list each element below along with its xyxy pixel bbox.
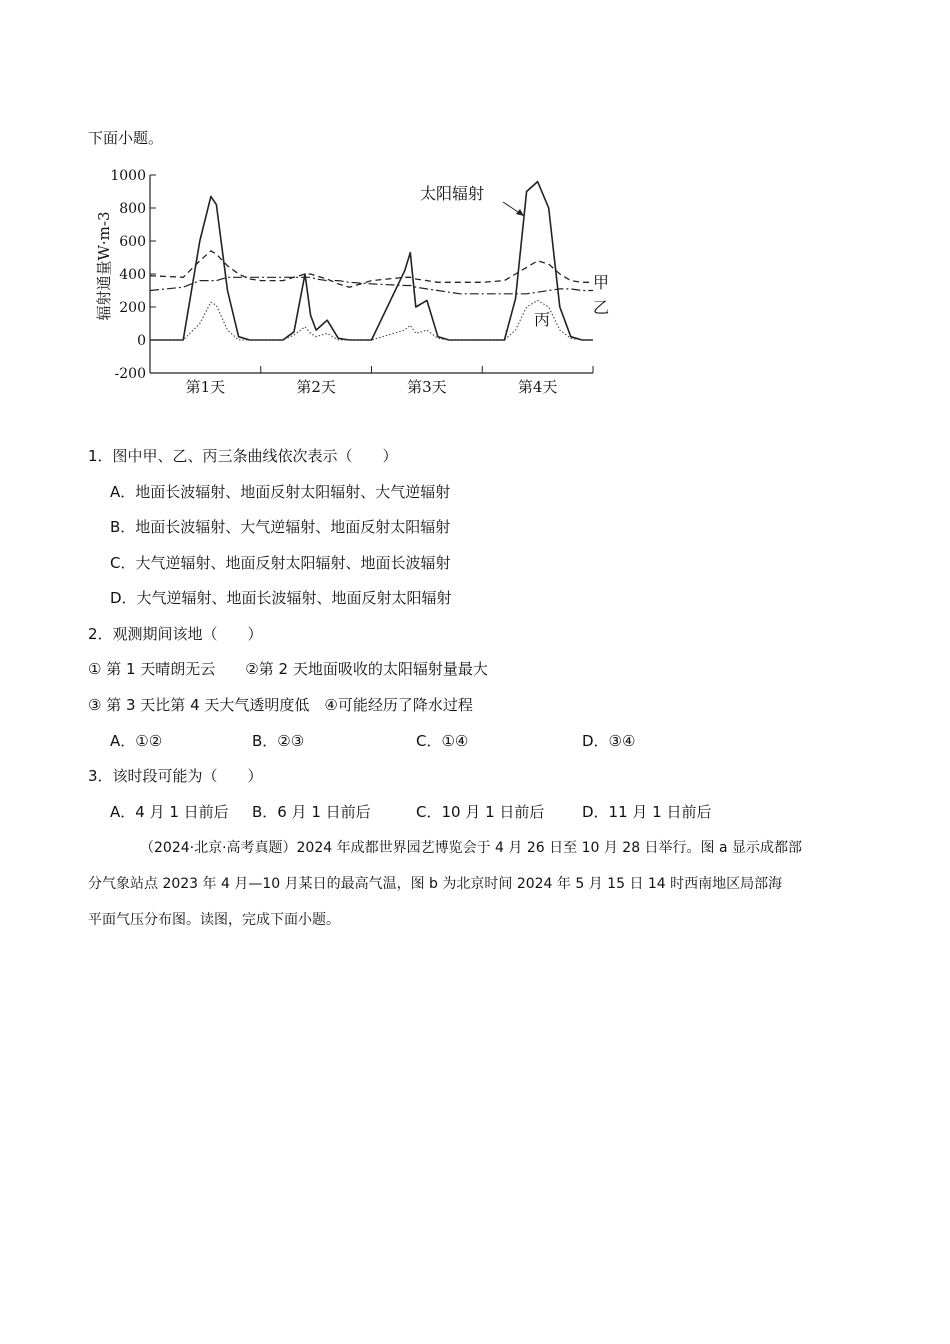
passage-line-3: 平面气压分布图。读图，完成下面小题。 <box>88 912 340 928</box>
y-tick-label: 0 <box>137 333 146 349</box>
q1-option-b: B．地面长波辐射、大气逆辐射、地面反射太阳辐射 <box>110 518 451 536</box>
q2-stem: 2．观测期间该地（ ） <box>88 625 263 643</box>
q3-option-b: B．6 月 1 日前后 <box>252 803 371 821</box>
q1-option-a: A．地面长波辐射、地面反射太阳辐射、大气逆辐射 <box>110 483 451 501</box>
q1-stem: 1．图中甲、乙、丙三条曲线依次表示（ ） <box>88 447 398 465</box>
x-category-label: 第4天 <box>517 378 558 396</box>
q2-option-c: C．①④ <box>416 732 469 750</box>
q1-option-c: C．大气逆辐射、地面反射太阳辐射、地面长波辐射 <box>110 554 451 572</box>
q3-option-d: D．11 月 1 日前后 <box>582 803 712 821</box>
radiation-chart-svg <box>88 160 628 405</box>
y-tick-label: 200 <box>119 300 146 316</box>
q2-option-a: A．①② <box>110 732 163 750</box>
series-line-2 <box>150 251 593 287</box>
series-line-4 <box>150 300 593 340</box>
x-category-label: 第2天 <box>296 378 336 396</box>
series-line-3 <box>150 277 593 294</box>
y-tick-label: 600 <box>119 234 146 250</box>
intro-tail: 下面小题。 <box>88 129 164 147</box>
q2-statement-2: ③ 第 3 天比第 4 天大气透明度低 ④可能经历了降水过程 <box>88 696 473 714</box>
radiation-chart <box>88 160 628 405</box>
annotation-bing: 丙 <box>534 310 551 329</box>
q3-option-a: A．4 月 1 日前后 <box>110 803 229 821</box>
y-tick-label: 400 <box>119 267 146 283</box>
annotation-arrowhead <box>516 209 524 216</box>
q1-option-d: D．大气逆辐射、地面长波辐射、地面反射太阳辐射 <box>110 589 452 607</box>
x-category-label: 第1天 <box>185 378 226 396</box>
y-tick-label: 1000 <box>110 168 146 184</box>
q3-stem: 3．该时段可能为（ ） <box>88 767 263 785</box>
y-tick-label: -200 <box>114 366 146 382</box>
passage-line-1: （2024·北京·高考真题）2024 年成都世界园艺博览会于 4 月 26 日至 10 月 28 日举行。图 a 显示成都部 <box>140 840 803 856</box>
y-axis-label: 辐射通量W·m-3 <box>95 211 113 321</box>
q2-statement-1: ① 第 1 天晴朗无云 ②第 2 天地面吸收的太阳辐射量最大 <box>88 660 488 678</box>
x-category-label: 第3天 <box>407 378 447 396</box>
annotation-yi: 乙 <box>593 298 610 317</box>
q3-option-c: C．10 月 1 日前后 <box>416 803 545 821</box>
annotation-jia: 甲 <box>593 273 610 292</box>
annotation-solar: 太阳辐射 <box>420 184 485 203</box>
q2-option-d: D．③④ <box>582 732 636 750</box>
passage-line-2: 分气象站点 2023 年 4 月—10 月某日的最高气温，图 b 为北京时间 2024 年 5 月 15 日 14 时西南地区局部海 <box>88 876 783 892</box>
q2-option-b: B．②③ <box>252 732 305 750</box>
y-tick-label: 800 <box>119 201 146 217</box>
series-line-1 <box>150 182 593 340</box>
